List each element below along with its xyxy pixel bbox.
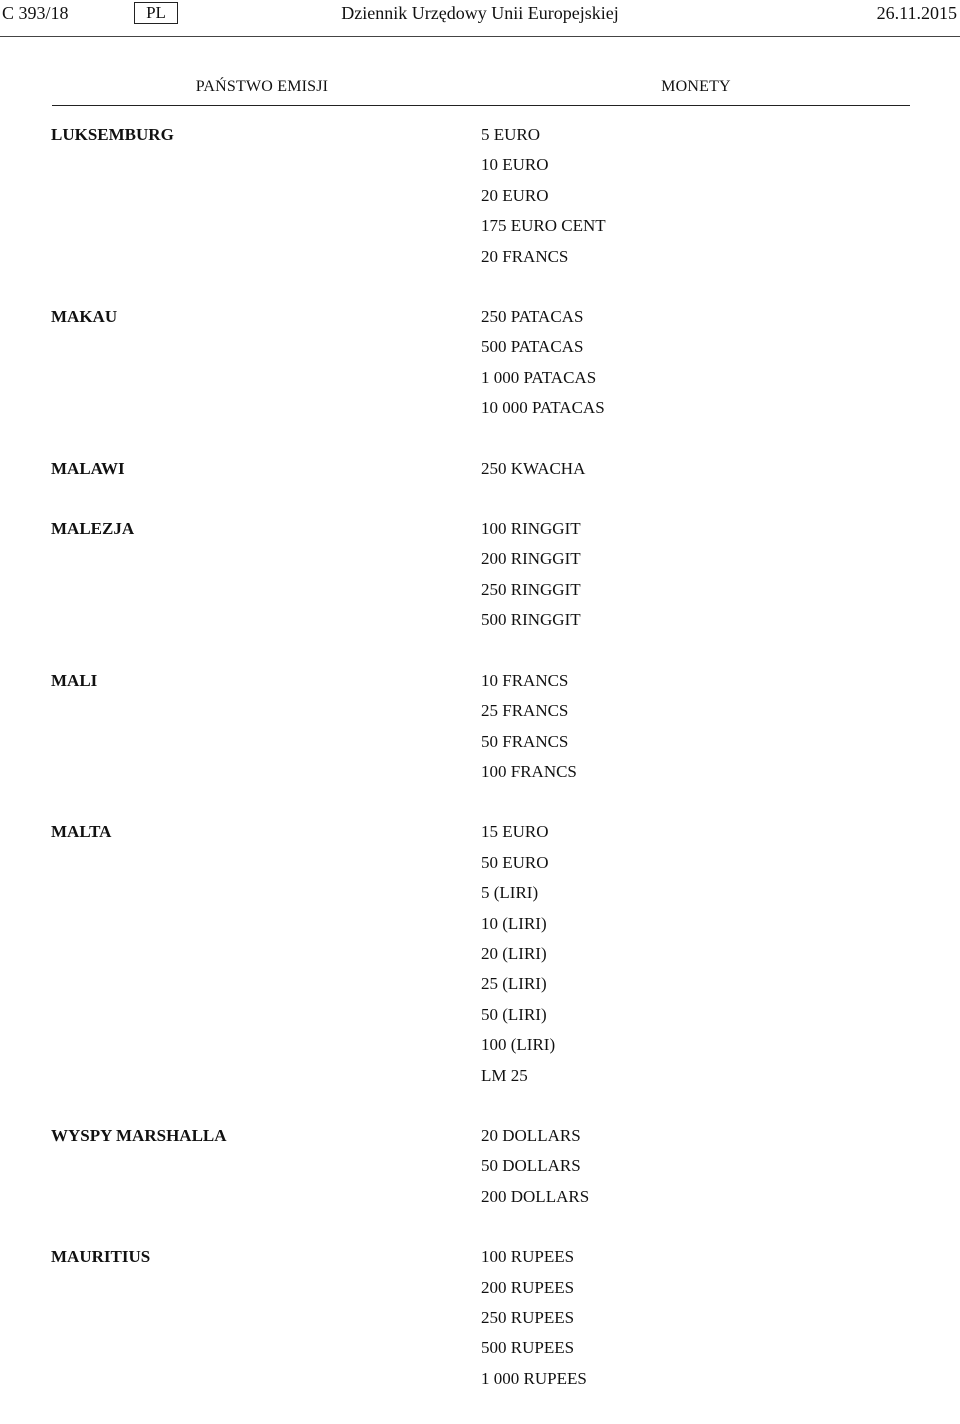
coin-list xyxy=(481,454,960,484)
coin-list xyxy=(481,302,960,424)
coin-item: 20 DOLLARS xyxy=(481,1125,581,1145)
coin-item: 100 RINGGIT xyxy=(481,519,581,539)
coin-item: 20 EURO xyxy=(481,185,549,205)
coin-item: 10 (LIRI) xyxy=(481,913,547,933)
page-header xyxy=(0,0,960,37)
coin-item: 50 DOLLARS xyxy=(481,1156,581,1176)
coin-item: 5 EURO xyxy=(481,125,541,144)
coin-list xyxy=(481,817,960,1091)
coin-item: 500 RINGGIT xyxy=(481,610,581,630)
coin-item: 15 EURO xyxy=(481,822,549,842)
country-row xyxy=(0,302,960,424)
coin-list xyxy=(481,1242,960,1394)
country-name: MALAWI xyxy=(51,458,125,478)
coin-list xyxy=(481,1121,960,1212)
coin-list xyxy=(481,120,960,272)
country-name: MALTA xyxy=(51,822,112,842)
coin-item: 100 (LIRI) xyxy=(481,1035,556,1055)
coin-list xyxy=(481,666,960,788)
coin-item: 20 (LIRI) xyxy=(481,943,547,963)
country-row xyxy=(0,120,960,272)
coin-item: 200 DOLLARS xyxy=(481,1186,590,1206)
coin-item: 10 EURO xyxy=(481,155,549,175)
coin-item: 5 (LIRI) xyxy=(481,883,539,903)
coin-item: 20 FRANCS xyxy=(481,246,569,266)
coin-item: 250 KWACHA xyxy=(481,458,586,478)
coin-item: 200 RUPEES xyxy=(481,1277,575,1297)
coin-list xyxy=(481,514,960,636)
country-row xyxy=(0,666,960,788)
country-name: MAURITIUS xyxy=(51,1247,151,1267)
coin-item: 10 000 PATACAS xyxy=(481,398,605,418)
country-name: LUKSEMBURG xyxy=(51,125,174,144)
country-name: MAKAU xyxy=(51,307,118,327)
column-header-coins: MONETY xyxy=(661,78,731,95)
language-badge: PL xyxy=(134,2,178,24)
country-row xyxy=(0,817,960,1091)
coin-item: 500 RUPEES xyxy=(481,1338,575,1358)
column-header-country: PAŃSTWO EMISJI xyxy=(195,78,329,95)
coin-item: 100 FRANCS xyxy=(481,761,577,781)
coin-item: 500 PATACAS xyxy=(481,337,584,357)
coin-item: 250 PATACAS xyxy=(481,307,584,327)
coin-item: 25 FRANCS xyxy=(481,701,569,721)
coin-item: 1 000 PATACAS xyxy=(481,367,597,387)
country-row xyxy=(0,1242,960,1394)
journal-reference: C 393/18 xyxy=(2,3,69,23)
coin-item: LM 25 xyxy=(481,1065,528,1085)
country-name: MALI xyxy=(51,670,98,690)
coin-item: 50 EURO xyxy=(481,852,549,872)
coin-table xyxy=(0,120,960,1424)
country-name: MALEZJA xyxy=(51,519,135,539)
coin-item: 10 FRANCS xyxy=(481,670,569,690)
coin-item: 50 (LIRI) xyxy=(481,1004,547,1024)
coin-item: 175 EURO CENT xyxy=(481,216,606,236)
coin-item: 250 RINGGIT xyxy=(481,579,581,599)
country-name: WYSPY MARSHALLA xyxy=(51,1125,227,1145)
coin-item: 1 000 RUPEES xyxy=(481,1368,587,1388)
coin-item: 250 RUPEES xyxy=(481,1308,575,1327)
coin-item: 200 RINGGIT xyxy=(481,549,581,569)
coin-item: 50 FRANCS xyxy=(481,731,569,751)
country-row xyxy=(0,514,960,636)
journal-title: Dziennik Urzędowy Unii Europejskiej xyxy=(341,3,619,23)
header-rule xyxy=(52,105,910,106)
country-row xyxy=(0,1121,960,1212)
coin-item: 100 RUPEES xyxy=(481,1247,575,1267)
coin-item: 25 (LIRI) xyxy=(481,974,547,994)
publication-date: 26.11.2015 xyxy=(876,3,957,23)
country-row xyxy=(0,454,960,484)
